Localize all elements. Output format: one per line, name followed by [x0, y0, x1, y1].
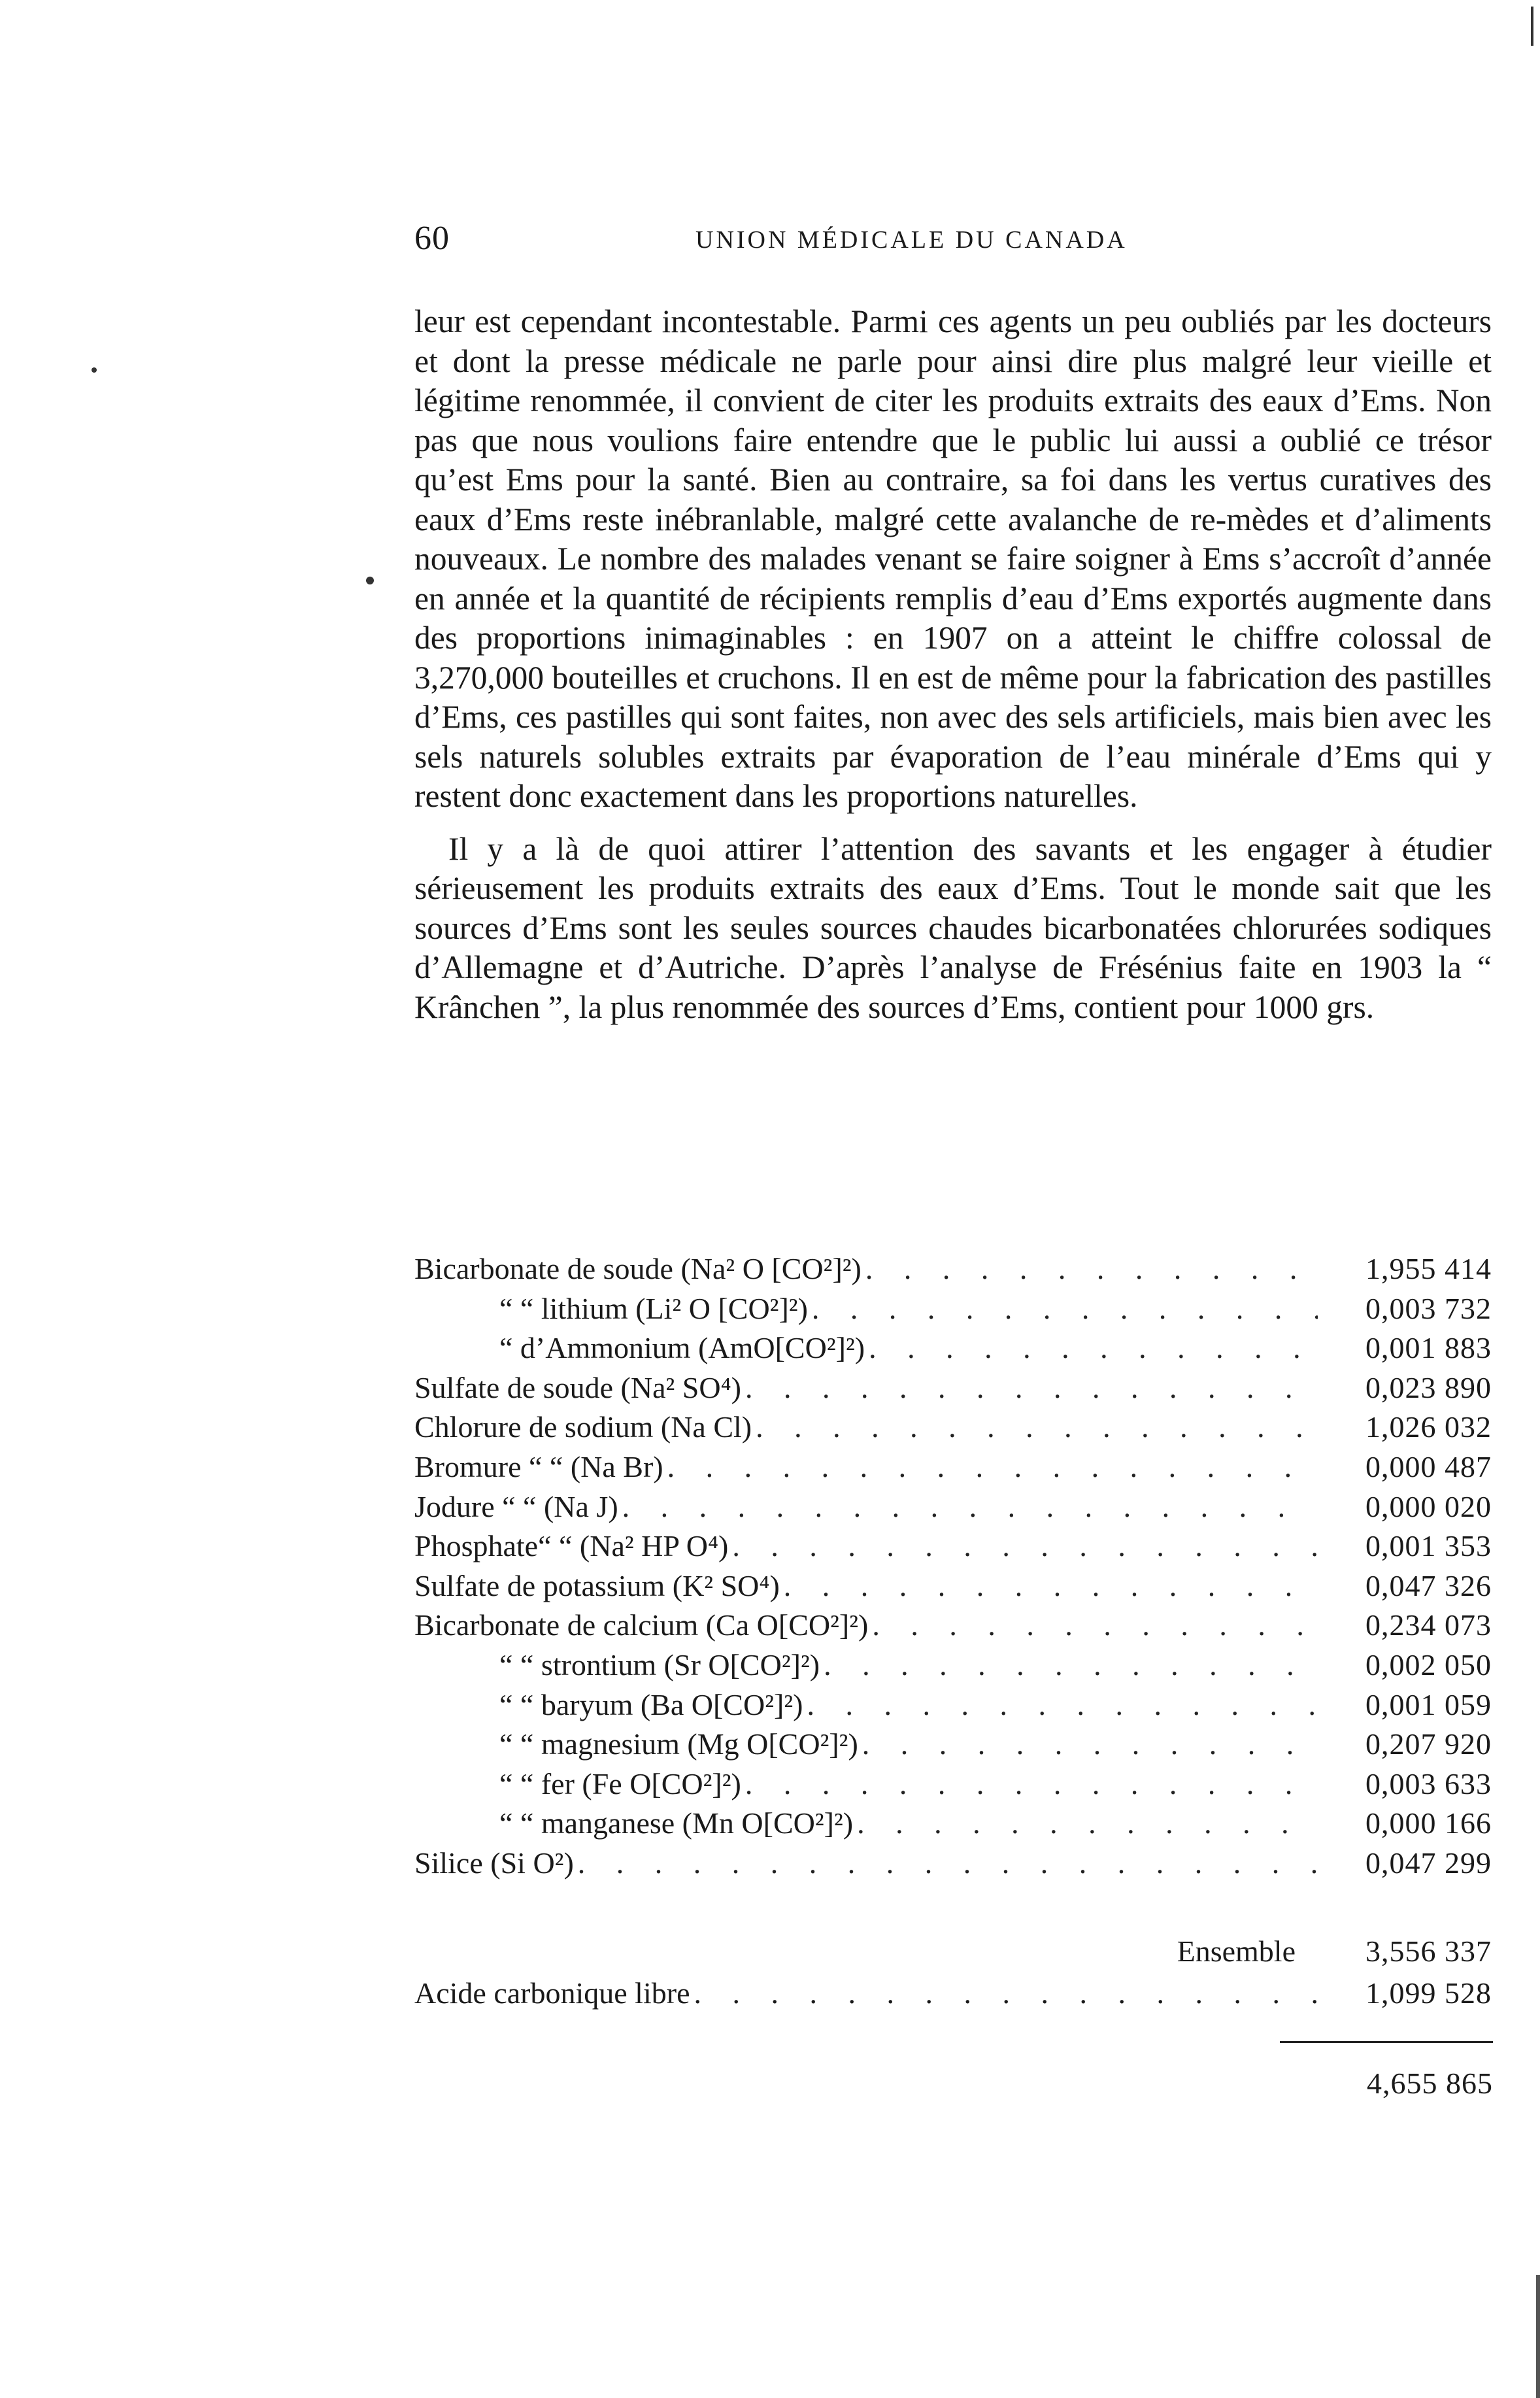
row-label: “ “ lithium (Li² O [CO²]²)	[499, 1291, 808, 1325]
journal-title: UNION MÉDICALE DU CANADA	[695, 226, 1128, 254]
dot-leader	[578, 1846, 1318, 1880]
dot-leader	[622, 1489, 1318, 1524]
scan-speck	[366, 577, 374, 584]
dot-leader	[784, 1568, 1318, 1603]
dot-leader	[667, 1449, 1318, 1484]
sum-rule	[1280, 2041, 1493, 2043]
dot-leader	[865, 1251, 1318, 1286]
dot-leader	[824, 1647, 1318, 1682]
row-value: 0,047 326	[1365, 1568, 1492, 1602]
dot-leader	[732, 1528, 1318, 1563]
row-value: 0,003 633	[1365, 1766, 1492, 1800]
ensemble-value: 3,556 337	[1365, 1934, 1492, 1968]
row-label: Phosphate“ “ (Na² HP O⁴)	[414, 1529, 729, 1563]
table-row	[414, 1449, 1492, 1489]
row-value: 0,207 920	[1365, 1727, 1492, 1761]
running-head	[414, 219, 1492, 258]
acide-label: Acide carbonique libre	[414, 1976, 690, 2010]
table-row	[414, 1647, 1492, 1687]
dot-leader	[807, 1687, 1318, 1722]
dot-leader	[857, 1806, 1318, 1840]
row-label: “ “ magnesium (Mg O[CO²]²)	[499, 1727, 858, 1761]
paragraph-1: leur est cependant incontestable. Parmi ces agents un peu oubliés par les docteurs et dont la presse médicale ne parle pour ainsi dire plus malgré leur vieille et légitime renommée, il convient de citer les produits extraits des eaux d’Ems. Non pas que nous voulions faire entendre que le public lui aussi a oublié ce trésor qu’est Ems pour la santé. Bien au contraire, sa foi dans les vertus curatives des eaux d’Ems reste inébranlable, malgré cette avalanche de re-mèdes et d’aliments nouveaux. Le nombre des malades venant se faire soigner à Ems s’accroît d’année en année et la quantité de récipients remplis d’eau d’Ems exportés augmente dans des proportions inimaginables : en 1907 on a atteint le chiffre colossal de 3,270,000 bouteilles et cruchons. Il en est de même pour la fabrication des pastilles d’Ems, ces pastilles qui sont faites, non avec des sels artificiels, mais bien avec les sels naturels solubles extraits par évaporation de l’eau minérale d’Ems qui y restent donc exactement dans les proportions naturelles.	[414, 303, 1492, 814]
row-label: Sulfate de soude (Na² SO⁴)	[414, 1370, 741, 1404]
table-row	[414, 1687, 1492, 1727]
row-value: 0,234 073	[1365, 1608, 1492, 1642]
body-text	[414, 302, 1492, 1027]
row-label: “ “ fer (Fe O[CO²]²)	[499, 1766, 741, 1800]
grand-total: 4,655 865	[1367, 2067, 1493, 2100]
table-row	[414, 1251, 1492, 1291]
row-value: 0,000 166	[1365, 1806, 1492, 1840]
ensemble-label: Ensemble	[1177, 1934, 1296, 1968]
row-value: 0,001 353	[1365, 1529, 1492, 1563]
totals-block	[414, 1934, 1492, 2018]
table-row	[414, 1291, 1492, 1331]
row-label: “ “ baryum (Ba O[CO²]²)	[499, 1687, 803, 1721]
acide-row	[414, 1976, 1492, 2018]
acide-value: 1,099 528	[1365, 1976, 1492, 2010]
row-value: 0,001 883	[1365, 1331, 1492, 1365]
table-row	[414, 1727, 1492, 1766]
page-edge-shadow	[1536, 2275, 1540, 2398]
row-value: 0,000 487	[1365, 1449, 1492, 1483]
mineral-analysis-table	[414, 1251, 1492, 1885]
page-number: 60	[414, 220, 450, 257]
dot-leader	[869, 1330, 1318, 1365]
row-label: Chlorure de sodium (Na Cl)	[414, 1410, 752, 1444]
table-row	[414, 1806, 1492, 1846]
row-label: “ “ strontium (Sr O[CO²]²)	[499, 1647, 820, 1681]
row-label: Silice (Si O²)	[414, 1846, 574, 1880]
row-label: “ d’Ammonium (AmO[CO²]²)	[499, 1331, 865, 1365]
row-value: 0,001 059	[1365, 1687, 1492, 1721]
table-row	[414, 1370, 1492, 1410]
row-value: 1,026 032	[1365, 1410, 1492, 1444]
dot-leader	[745, 1766, 1318, 1801]
row-label: Jodure “ “ (Na J)	[414, 1489, 618, 1523]
row-label: Bicarbonate de soude (Na² O [CO²]²)	[414, 1252, 862, 1285]
row-label: “ “ manganese (Mn O[CO²]²)	[499, 1806, 854, 1840]
dot-leader	[756, 1410, 1318, 1444]
dot-leader	[862, 1727, 1318, 1761]
table-row	[414, 1766, 1492, 1806]
paragraph-2: Il y a là de quoi attirer l’attention des savants et les engager à étudier sérieusement les produits extraits des eaux d’Ems. Tout le monde sait que les sources d’Ems sont les seules sources chaudes bicarbonatées chlorurées sodiques d’Allemagne et d’Autriche. D’après l’analyse de Frésénius faite en 1903 la “ Krânchen ”, la plus renommée des sources d’Ems, contient pour 1000 grs.	[414, 830, 1492, 1025]
table-row	[414, 1528, 1492, 1568]
table-row	[414, 1489, 1492, 1529]
ensemble-row	[414, 1934, 1492, 1976]
scan-speck	[1531, 7, 1533, 46]
row-value: 0,047 299	[1365, 1846, 1492, 1880]
row-label: Sulfate de potassium (K² SO⁴)	[414, 1568, 780, 1602]
dot-leader	[872, 1608, 1318, 1642]
row-value: 1,955 414	[1365, 1252, 1492, 1285]
table-row	[414, 1568, 1492, 1608]
scan-speck	[92, 367, 97, 373]
table-row	[414, 1330, 1492, 1370]
row-label: Bicarbonate de calcium (Ca O[CO²]²)	[414, 1608, 869, 1642]
row-label: Bromure “ “ (Na Br)	[414, 1449, 663, 1483]
table-row	[414, 1410, 1492, 1449]
row-value: 0,000 020	[1365, 1489, 1492, 1523]
table-row	[414, 1846, 1492, 1885]
dot-leader	[745, 1370, 1318, 1405]
dot-leader	[812, 1291, 1318, 1326]
row-value: 0,002 050	[1365, 1647, 1492, 1681]
dot-leader	[694, 1976, 1318, 2010]
row-value: 0,023 890	[1365, 1370, 1492, 1404]
row-value: 0,003 732	[1365, 1291, 1492, 1325]
table-row	[414, 1608, 1492, 1647]
